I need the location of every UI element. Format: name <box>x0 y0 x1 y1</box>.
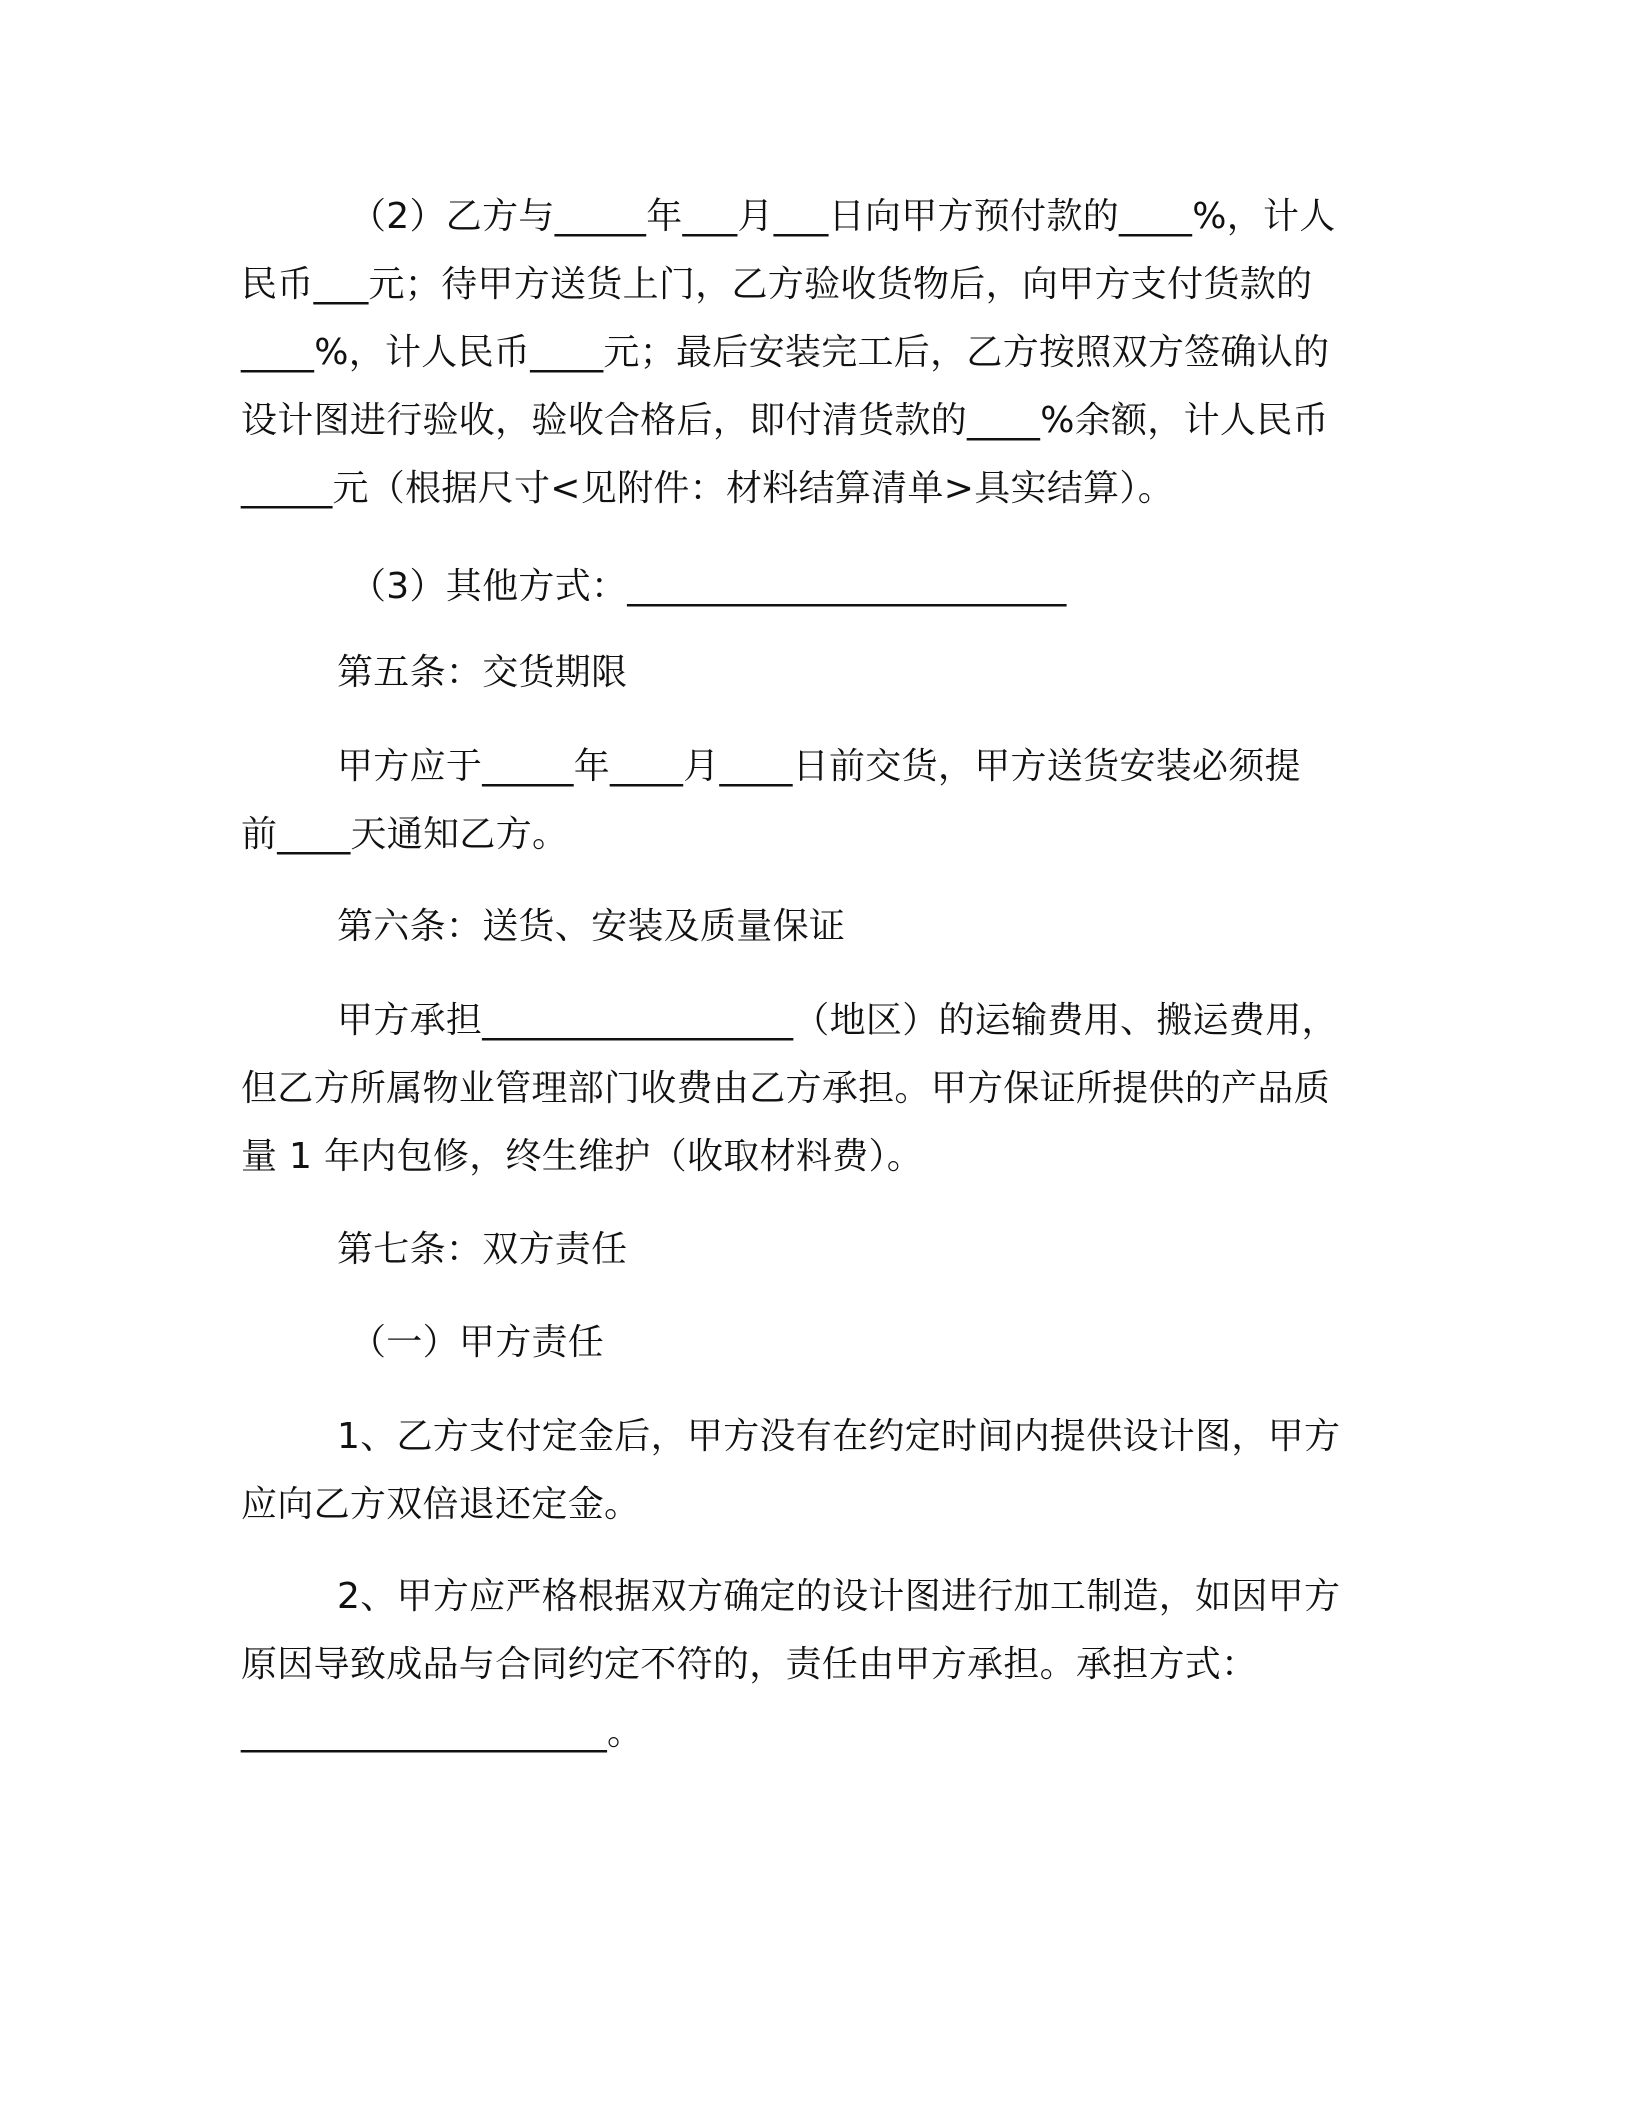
article-5-line-2: 前____天通知乙方。 <box>241 814 569 855</box>
clause-4-2-line-3: ____%，计人民币____元；最后安装完工后，乙方按照双方签确认的 <box>241 332 1330 373</box>
duty-1-line-2: 应向乙方双倍退还定金。 <box>241 1484 641 1525</box>
article-6-line-2: 但乙方所属物业管理部门收费由乙方承担。甲方保证所提供的产品质 <box>241 1068 1331 1109</box>
duty-2-line-3: ____________________。 <box>241 1712 644 1753</box>
article-6-heading: 第六条：送货、安装及质量保证 <box>337 906 846 947</box>
party-a-duty-heading: （一）甲方责任 <box>350 1322 605 1363</box>
article-6-line-3: 量 1 年内包修，终生维护（收取材料费）。 <box>241 1136 924 1177</box>
clause-4-3-line: （3）其他方式：________________________ <box>350 566 1067 607</box>
article-5-heading: 第五条：交货期限 <box>337 652 628 693</box>
article-6-line-1: 甲方承担_________________（地区）的运输费用、搬运费用， <box>337 1000 1338 1041</box>
clause-4-2-line-2: 民币___元；待甲方送货上门，乙方验收货物后，向甲方支付货款的 <box>241 264 1313 305</box>
duty-1-line-1: 1、乙方支付定金后，甲方没有在约定时间内提供设计图，甲方 <box>337 1416 1341 1457</box>
clause-4-2-line-4: 设计图进行验收，验收合格后，即付清货款的____%余额，计人民币 <box>241 400 1329 441</box>
article-7-heading: 第七条：双方责任 <box>337 1229 628 1270</box>
article-5-line-1: 甲方应于_____年____月____日前交货，甲方送货安装必须提 <box>337 746 1301 787</box>
duty-2-line-1: 2、甲方应严格根据双方确定的设计图进行加工制造，如因甲方 <box>337 1576 1341 1617</box>
duty-2-line-2: 原因导致成品与合同约定不符的，责任由甲方承担。承担方式： <box>241 1644 1258 1685</box>
clause-4-2-line-1: （2）乙方与_____年___月___日向甲方预付款的____%，计人 <box>350 196 1336 237</box>
clause-4-2-line-5: _____元（根据尺寸<见附件：材料结算清单>具实结算）。 <box>241 468 1175 509</box>
